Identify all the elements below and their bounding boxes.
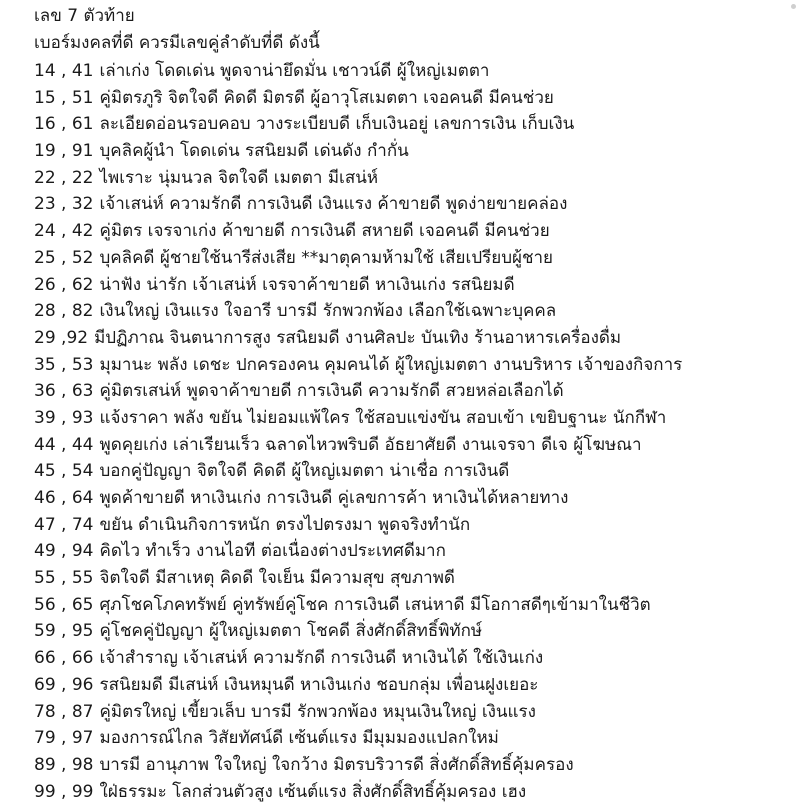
list-item xyxy=(34,645,794,672)
list-item xyxy=(34,432,794,459)
list-item xyxy=(34,699,794,726)
list-item xyxy=(34,191,794,218)
list-item xyxy=(34,618,794,645)
pair-meaning: มองการณ์ไกล วิสัยทัศน์ดี เซ้นต์แรง มีมุมมองแปลกใหม่ xyxy=(99,728,499,749)
list-item xyxy=(34,138,794,165)
list-item xyxy=(34,325,794,352)
pair-meaning: ศุภโชคโภคทรัพย์ คู่ทรัพย์คู่โชค การเงินดี เสน่หาดี มีโอกาสดีๆเข้ามาในชีวิต xyxy=(99,594,651,615)
list-item xyxy=(34,512,794,539)
list-item xyxy=(34,272,794,299)
number-pair: 39 , 93 xyxy=(34,407,94,428)
pair-meaning: คู่มิตรเสน่ห์ พูดจาค้าขายดี การเงินดี ความรักดี สวยหล่อเลือกได้ xyxy=(99,381,564,402)
list-item xyxy=(34,458,794,485)
number-pair: 19 , 91 xyxy=(34,141,94,162)
list-item xyxy=(34,111,794,138)
page-title: เลข 7 ตัวท้าย xyxy=(34,6,135,26)
number-pair: 14 , 41 xyxy=(34,61,94,81)
pair-meaning: คู่มิตรใหญ่ เขี้ยวเล็บ บารมี รักพวกพ้อง หมุนเงินใหญ่ เงินแรง xyxy=(99,701,536,722)
list-item xyxy=(34,218,794,245)
number-pair: 66 , 66 xyxy=(34,648,94,669)
pair-meaning: คู่มิตร เจรจาเก่ง ค้าขายดี การเงินดี สหายดี เจอคนดี มีคนช่วย xyxy=(99,221,550,242)
pair-meaning: บุคลิคผู้นำ โดดเด่น รสนิยมดี เด่นดัง กำกั่น xyxy=(99,141,409,162)
list-item xyxy=(34,165,794,192)
number-pair: 29 ,92 xyxy=(34,327,89,348)
pair-meaning: บอกคู่ปัญญา จิตใจดี คิดดี ผู้ใหญ่เมตตา น่าเชื่อ การเงินดี xyxy=(99,461,510,482)
pair-meaning: ขยัน ดำเนินกิจการหนัก ตรงไปตรงมา พูดจริงทำนัก xyxy=(99,514,471,535)
number-pair: 47 , 74 xyxy=(34,514,94,535)
number-pair: 15 , 51 xyxy=(34,87,94,108)
number-pair: 16 , 61 xyxy=(34,114,94,135)
number-pair: 23 , 32 xyxy=(34,194,94,215)
pair-meaning: เจ้าสำราญ เจ้าเสน่ห์ ความรักดี การเงินดี หาเงินได้ ใช้เงินเก่ง xyxy=(99,648,544,669)
list-item xyxy=(34,85,794,112)
pair-meaning: คู่มิตรภูริ จิตใจดี คิดดี มิตรดี ผู้อาวุโสเมตตา เจอคนดี มีคนช่วย xyxy=(99,87,554,108)
number-pair: 46 , 64 xyxy=(34,488,94,508)
pair-meaning: บารมี อานุภาพ ใจใหญ่ ใจกว้าง มิตรบริวารดี สิ่งศักดิ์สิทธิ์คุ้มครอง xyxy=(99,754,574,775)
number-pair: 99 , 99 xyxy=(34,781,94,802)
list-item xyxy=(34,245,794,272)
number-pair: 26 , 62 xyxy=(34,274,94,295)
number-pair: 59 , 95 xyxy=(34,621,94,642)
number-pair: 25 , 52 xyxy=(34,247,94,268)
list-item xyxy=(34,538,794,565)
number-pair: 89 , 98 xyxy=(34,754,94,775)
page-subtitle: เบอร์มงคลที่ดี ควรมีเลขคู่ลำดับที่ดี ดังนี้ xyxy=(34,33,320,53)
number-pair: 55 , 55 xyxy=(34,568,94,589)
list-item xyxy=(34,298,794,325)
number-pair: 36 , 63 xyxy=(34,381,94,402)
list-item xyxy=(34,752,794,779)
pair-meaning: ใฝ่ธรรมะ โลกส่วนตัวสูง เซ้นต์แรง สิ่งศักดิ์สิทธิ์คุ้มครอง เฮง xyxy=(99,781,527,802)
pair-meaning: เจ้าเสน่ห์ ความรักดี การเงินดี เงินแรง ค้าขายดี พูดง่ายขายคล่อง xyxy=(99,194,568,215)
pair-meaning: พูดคุยเก่ง เล่าเรียนเร็ว ฉลาดไหวพริบดี อัธยาศัยดี งานเจรจา ดีเจ ผู้โฆษณา xyxy=(99,434,642,455)
list-item xyxy=(34,58,794,85)
pair-meaning: บุคลิคดี ผู้ชายใช้นารีส่งเสีย **มาตุคามห้ามใช้ เสียเปรียบผู้ชาย xyxy=(99,247,554,268)
pair-meaning: ละเอียดอ่อนรอบคอบ วางระเบียบดี เก็บเงินอยู่ เลขการเงิน เก็บเงิน xyxy=(99,114,575,135)
number-pair: 22 , 22 xyxy=(34,167,94,188)
pair-meaning: คิดไว ทำเร็ว งานไอที ต่อเนื่องต่างประเทศดีมาก xyxy=(99,541,446,562)
pair-meaning: รสนิยมดี มีเสน่ห์ เงินหมุนดี หาเงินเก่ง ชอบกลุ่ม เพื่อนฝูงเยอะ xyxy=(99,674,539,695)
pair-meaning: ไพเราะ นุ่มนวล จิตใจดี เมตตา มีเสน่ห์ xyxy=(99,167,379,188)
number-pair: 35 , 53 xyxy=(34,354,94,375)
pair-meaning: เล่าเก่ง โดดเด่น พูดจาน่ายึดมั่น เชาวน์ดี ผู้ใหญ่เมตตา xyxy=(99,61,490,81)
pair-meaning: น่าฟัง น่ารัก เจ้าเสน่ห์ เจรจาค้าขายดี หาเงินเก่ง รสนิยมดี xyxy=(99,274,515,295)
list-item xyxy=(34,725,794,752)
number-pair: 56 , 65 xyxy=(34,594,94,615)
number-pair-list xyxy=(34,58,794,805)
list-item xyxy=(34,592,794,619)
pair-meaning: แจ้งราคา พลัง ขยัน ไม่ยอมแพ้ใคร ใช้สอบแข่งขัน สอบเข้า เขยิบฐานะ นักกีฬา xyxy=(99,407,667,428)
pair-meaning: จิตใจดี มีสาเหตุ คิดดี ใจเย็น มีความสุข สุขภาพดี xyxy=(99,568,455,589)
number-pair: 28 , 82 xyxy=(34,301,94,322)
number-pair: 44 , 44 xyxy=(34,434,94,455)
pair-meaning: มุมานะ พลัง เดชะ ปกครองคน คุมคนได้ ผู้ใหญ่เมตตา งานบริหาร เจ้าของกิจการ xyxy=(99,354,683,375)
number-pair: 78 , 87 xyxy=(34,701,94,722)
list-item xyxy=(34,672,794,699)
number-pair: 79 , 97 xyxy=(34,728,94,749)
number-pair: 24 , 42 xyxy=(34,221,94,242)
number-pair: 49 , 94 xyxy=(34,541,94,562)
pair-meaning: พูดค้าขายดี หาเงินเก่ง การเงินดี คู่เลขการค้า หาเงินได้หลายทาง xyxy=(99,488,569,508)
pair-meaning: มีปฏิภาณ จินตนาการสูง รสนิยมดี งานศิลปะ บันเทิง ร้านอาหารเครื่องดื่ม xyxy=(94,327,622,348)
number-pair: 69 , 96 xyxy=(34,674,94,695)
pair-meaning: เงินใหญ่ เงินแรง ใจอารี บารมี รักพวกพ้อง เลือกใช้เฉพาะบุคคล xyxy=(99,301,557,322)
number-pair: 45 , 54 xyxy=(34,461,94,482)
list-item xyxy=(34,405,794,432)
list-item xyxy=(34,779,794,805)
list-item xyxy=(34,485,794,512)
list-item xyxy=(34,378,794,405)
list-item xyxy=(34,565,794,592)
pair-meaning: คู่โชคคู่ปัญญา ผู้ใหญ่เมตตา โชคดี สิ่งศักดิ์สิทธิ์พิทักษ์ xyxy=(99,621,483,642)
list-item xyxy=(34,352,794,379)
corner-dot-icon xyxy=(791,4,796,9)
